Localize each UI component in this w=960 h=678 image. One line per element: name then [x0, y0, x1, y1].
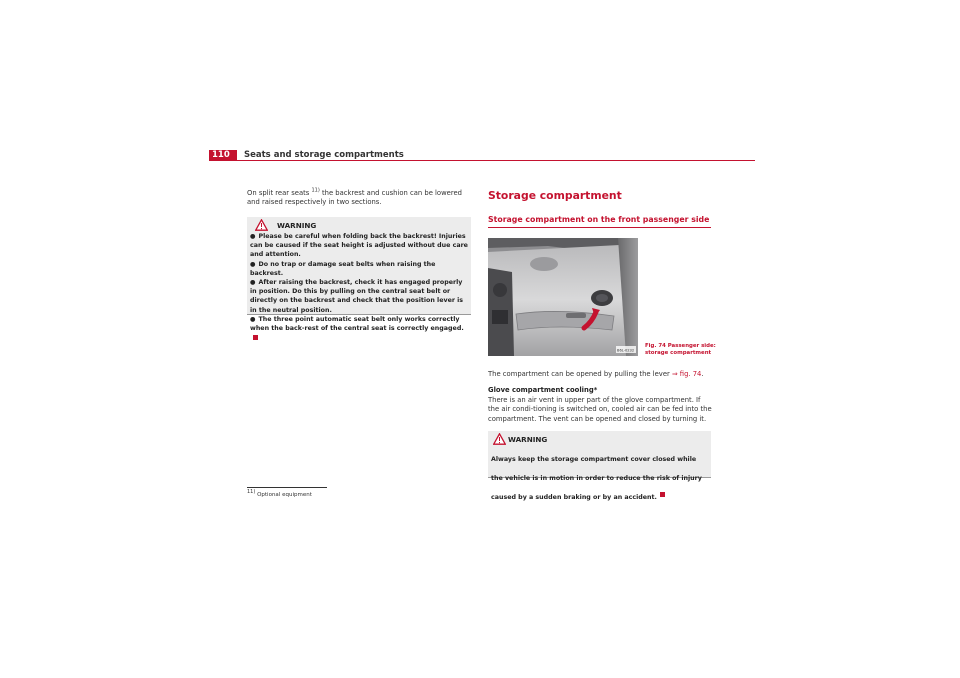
footnote-text: Optional equipment — [257, 492, 312, 498]
footnote — [247, 489, 312, 498]
lever-paragraph — [488, 370, 712, 379]
intro-before: On split rear seats — [247, 189, 310, 197]
page-number: 110 — [209, 150, 237, 161]
warning-item — [250, 278, 468, 315]
warning-item — [250, 260, 468, 278]
footnote-marker: 11) — [247, 489, 256, 496]
bullet-icon: ● — [250, 279, 256, 287]
lever-text: The compartment can be opened by pulling the lever — [488, 370, 672, 378]
warning-title: WARNING — [508, 435, 548, 444]
glove-compartment-photo — [488, 238, 638, 356]
end-of-section-square-icon — [253, 335, 258, 340]
header-rule — [209, 160, 755, 161]
footnote-ref[interactable]: 11) — [311, 187, 320, 194]
warning-header — [488, 431, 711, 446]
bullet-icon: ● — [250, 233, 256, 240]
warning-text: Always keep the storage compartment cover closed while the vehicle is in motion in order to reduce the risk of injury caused by a sudden braking or by an accident. — [491, 456, 702, 501]
photo-code: B6L-0232 — [617, 348, 635, 353]
warning-list — [247, 232, 471, 342]
warning-item-text: Do no trap or damage seat belts when raising the backrest. — [250, 260, 436, 277]
section-title: Storage compartment — [488, 189, 622, 202]
lever-text-end: . — [701, 370, 704, 378]
warning-triangle-icon — [493, 433, 506, 445]
warning-text-wrap — [488, 446, 711, 503]
warning-item-text: The three point automatic seat belt only works correctly when the back-rest of the central seat is correctly engaged. — [250, 315, 464, 333]
bullet-icon: ● — [250, 315, 256, 323]
figure-reference-link[interactable]: ⇒ fig. 74 — [671, 370, 702, 378]
figure-caption: Fig. 74 Passenger side: storage compartment — [645, 343, 716, 356]
intro-after: the backrest and cushion can be lowered and raised respectively in two sections. — [247, 189, 462, 207]
glove-cooling-text: There is an air vent in upper part of the glove compartment. If the air condi-tioning is switched on, cooled air can be fed into the compartment. The vent can be opened and closed by turning it. — [488, 396, 712, 423]
warning-item — [250, 232, 468, 260]
subsection-title: Storage compartment on the front passenger side — [488, 215, 710, 224]
warning-box-storage — [488, 431, 711, 501]
warning-triangle-icon — [255, 219, 268, 231]
subsection-rule — [488, 227, 711, 228]
warning-item-text: After raising the backrest, check it has engaged properly in position. Do this by pulling on the central seat belt or directly on the backrest and check that the position lever is in the neutral position. — [250, 279, 464, 314]
end-of-section-square-icon — [660, 492, 665, 497]
warning-header — [247, 217, 471, 232]
footnote-rule — [247, 487, 327, 488]
running-title: Seats and storage compartments — [244, 150, 404, 160]
intro-paragraph — [247, 189, 471, 208]
warning-title: WARNING — [277, 221, 317, 230]
bullet-icon: ● — [250, 260, 256, 268]
glove-cooling-heading: Glove compartment cooling* — [488, 386, 598, 394]
warning-box-seats — [247, 217, 471, 333]
warning-item — [250, 315, 468, 343]
warning-item-text: Please be careful when folding back the backrest! Injuries can be caused if the seat height is adjusted without due care and attention. — [250, 233, 468, 259]
